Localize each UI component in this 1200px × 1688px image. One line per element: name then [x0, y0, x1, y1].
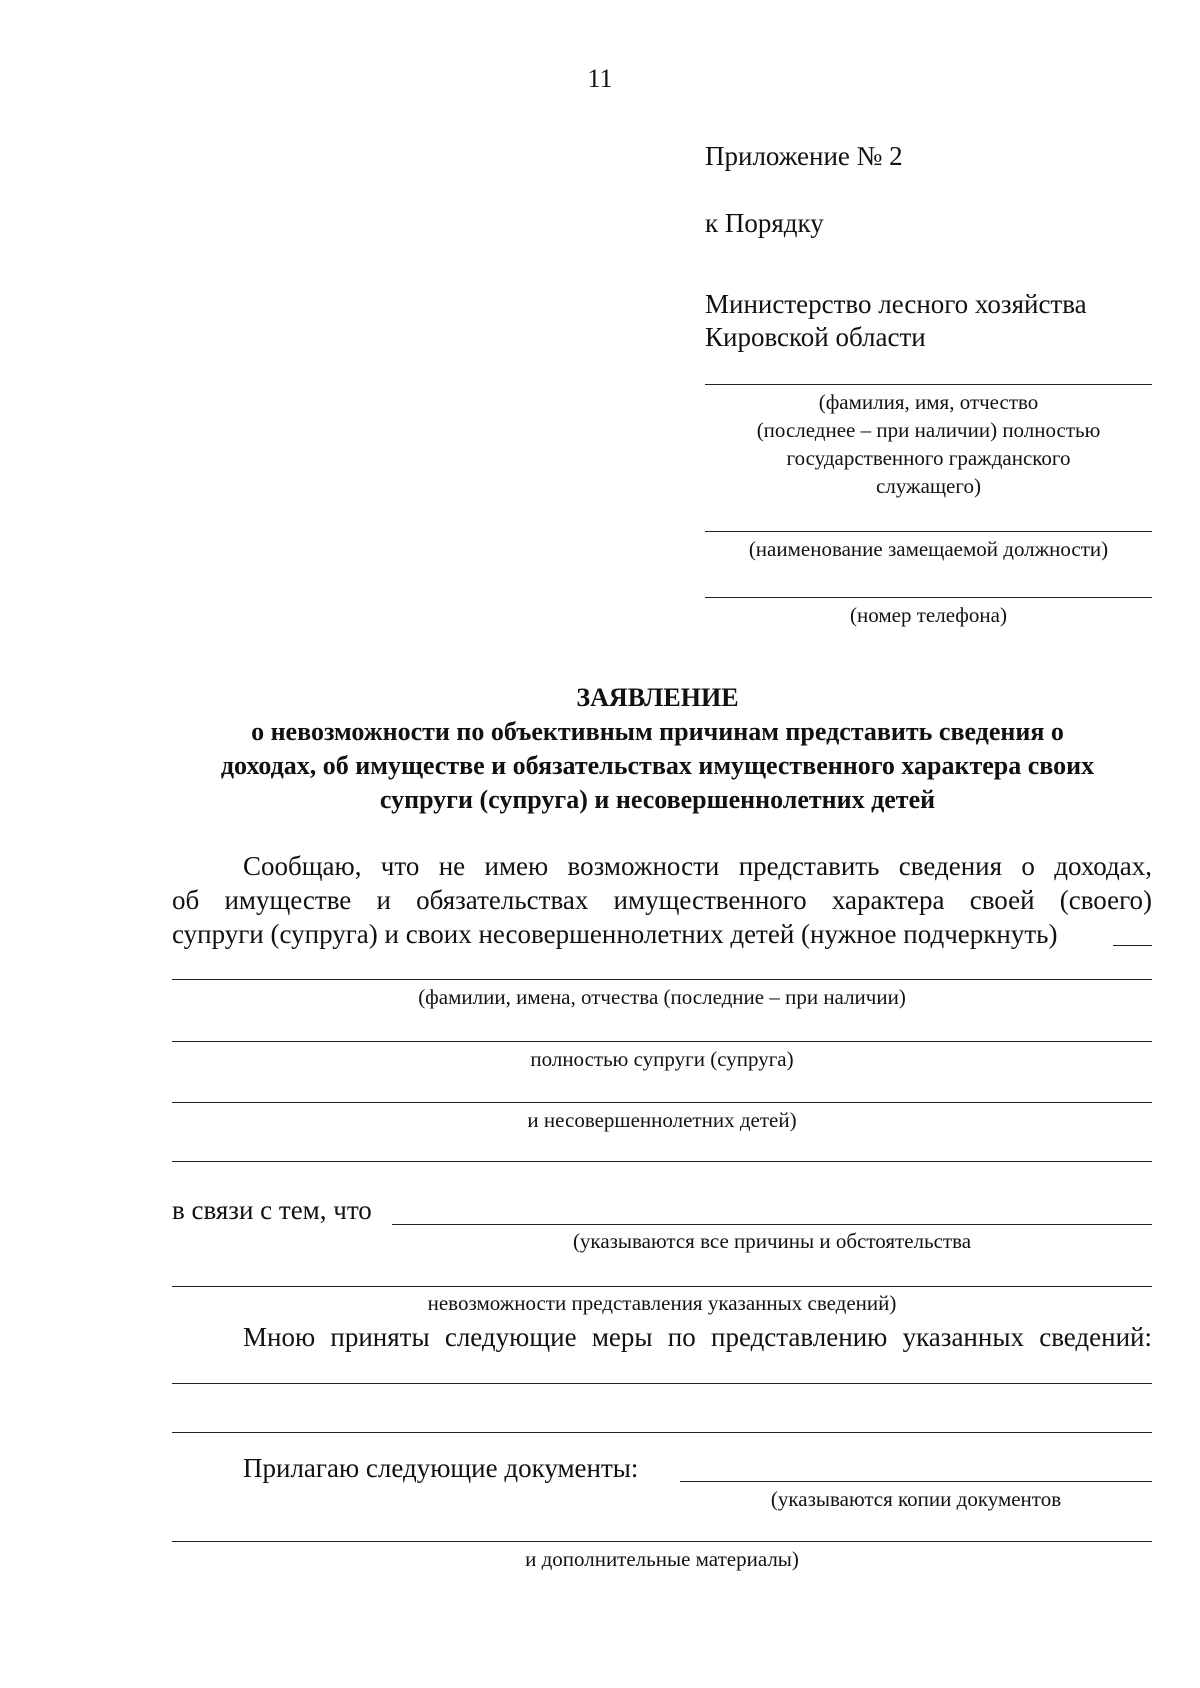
- caption-docs-1: (указываются копии документов: [770, 1487, 1062, 1511]
- name-blank-line[interactable]: [705, 384, 1152, 385]
- appendix-label: Приложение № 2: [705, 141, 903, 171]
- caption-reasons-1: (указываются все причины и обстоятельства: [572, 1229, 972, 1253]
- ministry-line-1: Министерство лесного хозяйства: [705, 289, 1087, 319]
- reason-blank-line[interactable]: [392, 1224, 1152, 1225]
- to-order-label: к Порядку: [705, 208, 824, 238]
- para1-line3: супруги (супруга) и своих несовершеннолетних детей (нужное подчеркнуть): [172, 919, 1058, 949]
- attach-blank-line[interactable]: [680, 1481, 1152, 1482]
- para1-trailing-blank[interactable]: [1113, 945, 1152, 946]
- caption-reasons-2: невозможности представления указанных сведений): [427, 1291, 897, 1315]
- caption-fio: (фамилии, имена, отчества (последние – при наличии): [418, 985, 906, 1009]
- reason-blank-line-2[interactable]: [172, 1286, 1152, 1287]
- caption-name-1: (фамилия, имя, отчество: [818, 390, 1039, 414]
- caption-spouse: полностью супруги (супруга): [530, 1047, 794, 1071]
- caption-name-4: служащего): [876, 474, 981, 498]
- caption-name-2: (последнее – при наличии) полностью: [756, 418, 1101, 442]
- docs-blank-line-2[interactable]: [172, 1541, 1152, 1542]
- phone-blank-line[interactable]: [705, 597, 1152, 598]
- para1-line2: об имуществе и обязательствах имущественного характера своей (своего): [172, 885, 1152, 915]
- caption-docs-2: и дополнительные материалы): [525, 1547, 799, 1571]
- caption-phone: (номер телефона): [850, 603, 1007, 627]
- children-blank-line[interactable]: [172, 1102, 1152, 1103]
- statement-subtitle-3: супруги (супруга) и несовершеннолетних детей: [379, 785, 936, 814]
- attach-label: Прилагаю следующие документы:: [243, 1453, 639, 1483]
- measures-text: Мною приняты следующие меры по представлению указанных сведений:: [243, 1322, 1152, 1352]
- caption-position: (наименование замещаемой должности): [748, 537, 1109, 561]
- caption-children: и несовершеннолетних детей): [527, 1108, 797, 1132]
- reason-label: в связи с тем, что: [172, 1195, 372, 1225]
- ministry-line-2: Кировской области: [705, 322, 926, 352]
- statement-heading: ЗАЯВЛЕНИЕ: [576, 683, 739, 712]
- statement-subtitle-2: доходах, об имуществе и обязательствах имущественного характера своих: [220, 751, 1095, 780]
- extra-blank-line[interactable]: [172, 1161, 1152, 1162]
- para1-line1: Сообщаю, что не имею возможности представить сведения о доходах,: [243, 851, 1152, 881]
- statement-subtitle-1: о невозможности по объективным причинам представить сведения о: [251, 717, 1064, 746]
- measures-blank-line-2[interactable]: [172, 1432, 1152, 1433]
- caption-name-3: государственного гражданского: [786, 446, 1071, 470]
- position-blank-line[interactable]: [705, 531, 1152, 532]
- fio-blank-line[interactable]: [172, 979, 1152, 980]
- spouse-blank-line[interactable]: [172, 1041, 1152, 1042]
- page-number: 11: [587, 64, 613, 93]
- measures-blank-line-1[interactable]: [172, 1383, 1152, 1384]
